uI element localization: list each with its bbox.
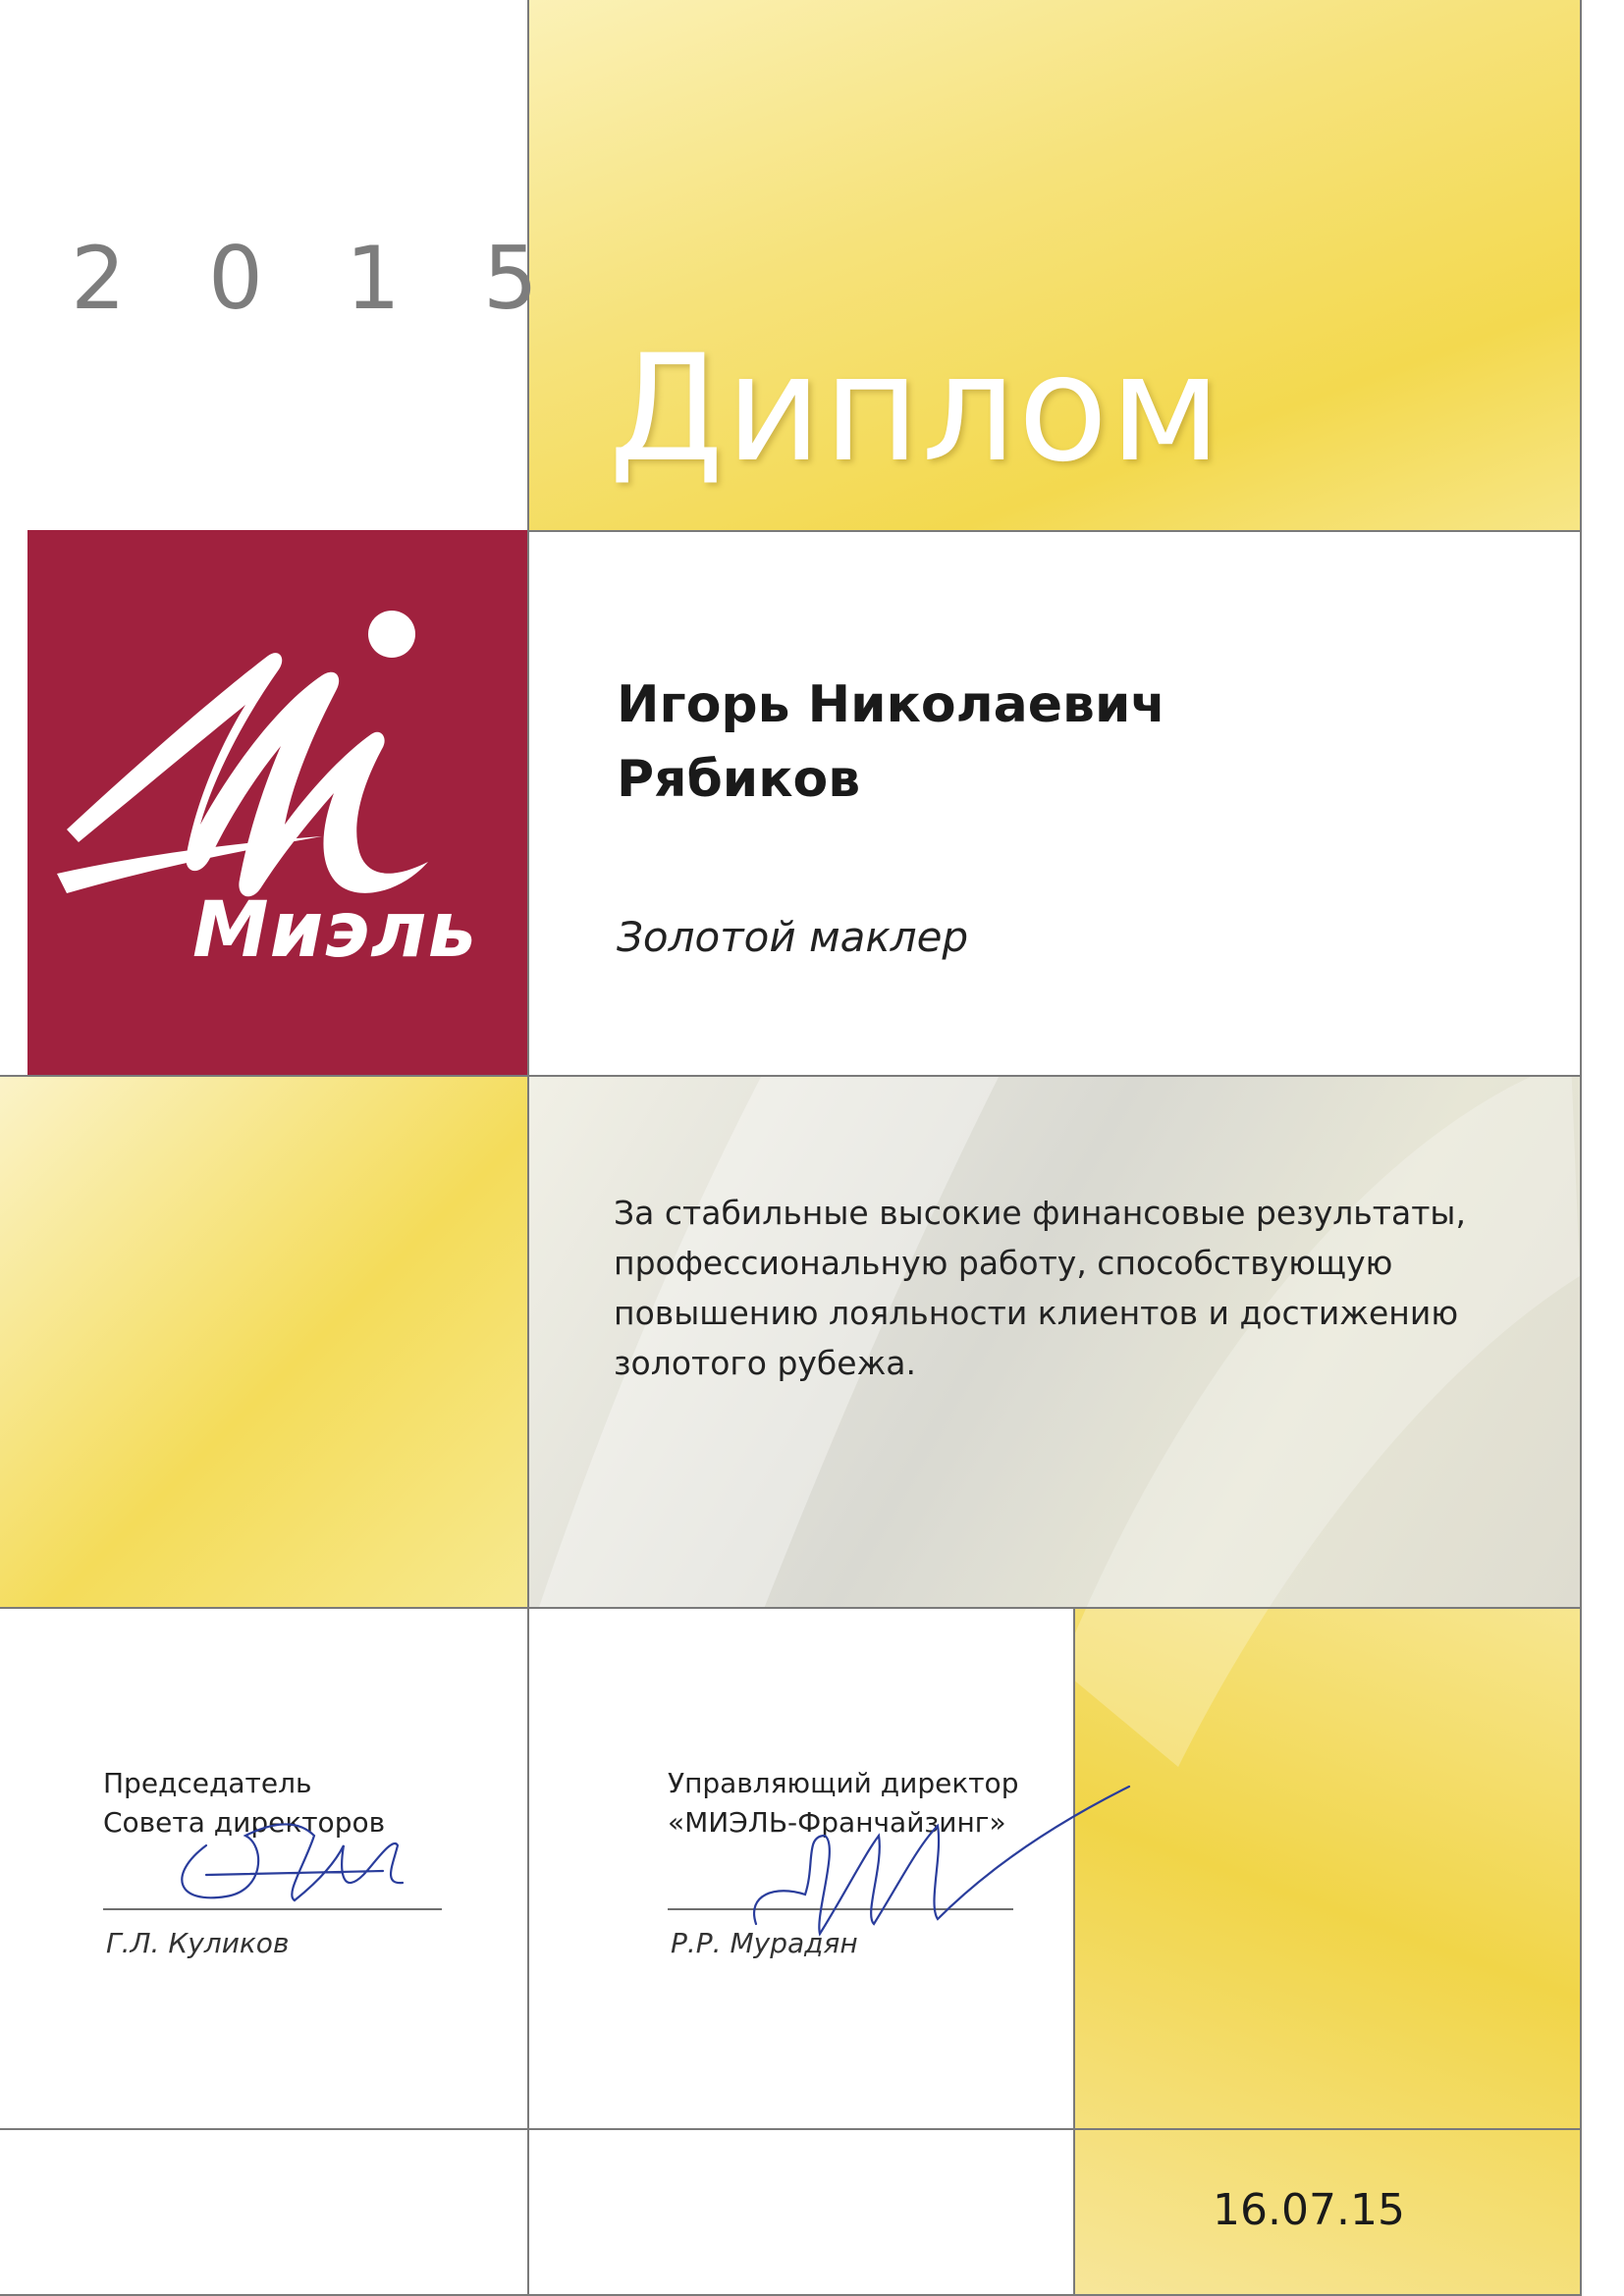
award-reason	[614, 1188, 1497, 1388]
issue-date: 16.07.15	[1213, 2185, 1405, 2235]
grid-line	[0, 2294, 1580, 2296]
grid-line	[0, 1607, 1580, 1609]
recipient-last-name: Рябиков	[617, 750, 861, 809]
reason-line: За стабильные высокие финансовые результаты,	[614, 1194, 1466, 1232]
reason-line: профессиональную работу, способствующую	[614, 1244, 1393, 1282]
signatory-name-right: Р.Р. Мурадян	[671, 1927, 858, 1959]
diploma-title: Диплом	[609, 324, 1223, 495]
grid-line	[527, 0, 529, 2296]
grid-line	[0, 1075, 1580, 1077]
signatory-title-line: Председатель	[103, 1767, 312, 1799]
miel-logo-mark	[27, 530, 527, 1075]
grid-line	[527, 530, 1580, 532]
signatory-title-line: Совета директоров	[103, 1806, 386, 1839]
signature-left	[147, 1806, 442, 1924]
recipient-first-line: Игорь Николаевич	[617, 675, 1166, 734]
award-rank: Золотой маклер	[617, 913, 969, 961]
grid-line	[1580, 0, 1582, 2296]
miel-logo-text: Миэль	[192, 886, 477, 975]
signatory-title-line: Управляющий директор	[668, 1767, 1019, 1799]
recipient-name	[617, 667, 1165, 817]
signatory-name-left: Г.Л. Куликов	[106, 1927, 290, 1959]
mid-left-yellow-panel	[0, 1075, 527, 1607]
reason-line: повышению лояльности клиентов и достижению	[614, 1294, 1459, 1332]
signatory-title-line: «МИЭЛЬ-Франчайзинг»	[668, 1806, 1006, 1839]
grid-line	[0, 2128, 1580, 2130]
reason-line: золотого рубежа.	[614, 1344, 917, 1382]
year-label: 2 0 1 5	[71, 228, 566, 329]
